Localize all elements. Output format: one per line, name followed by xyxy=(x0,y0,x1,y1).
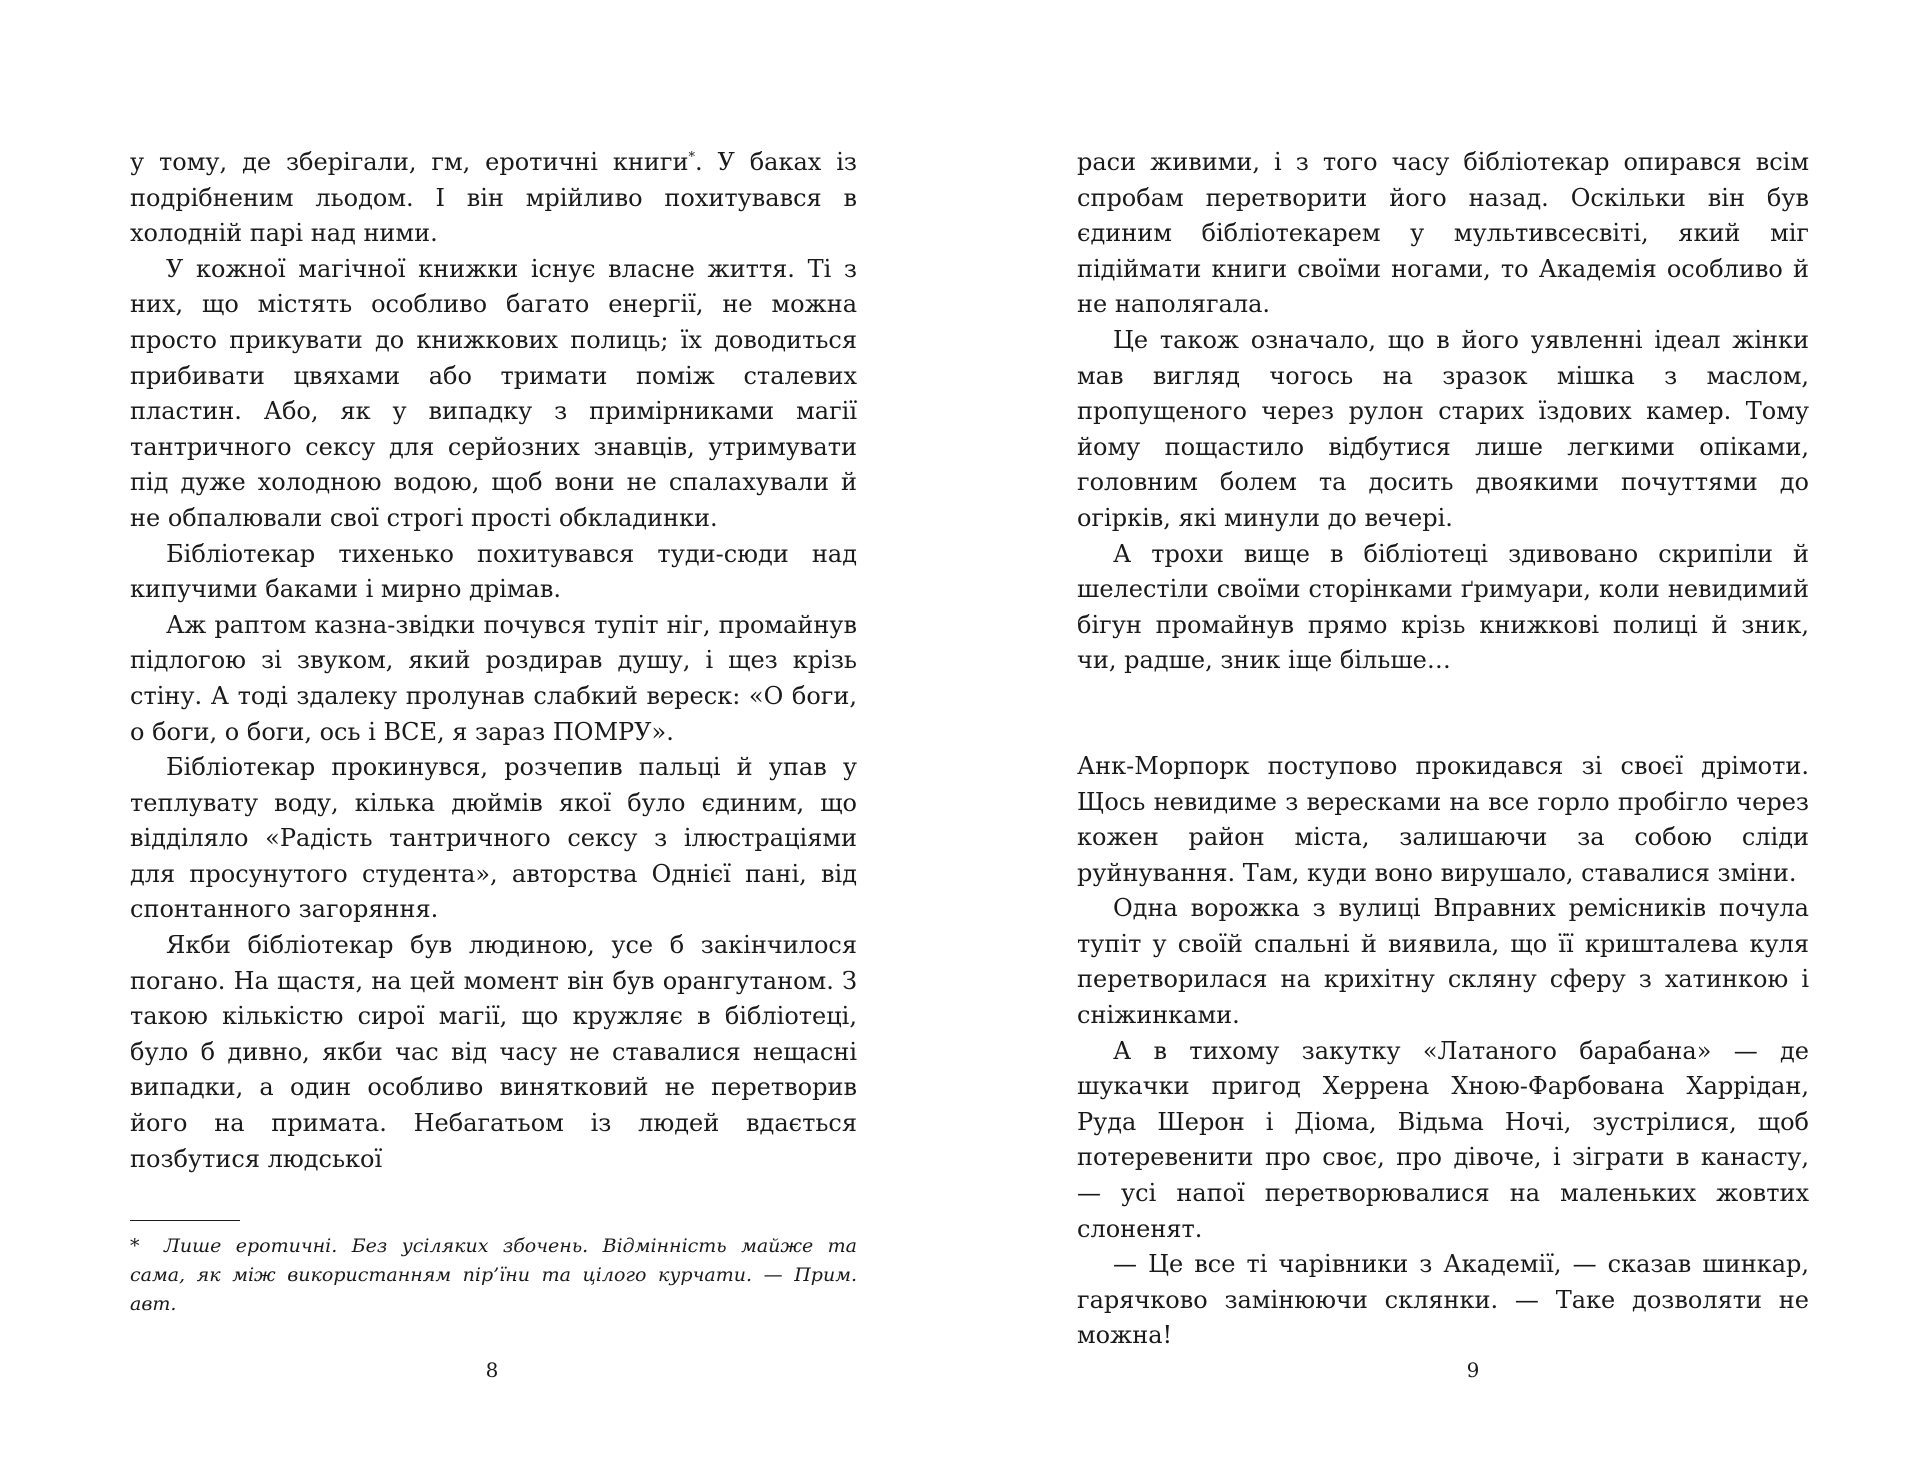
paragraph: у тому, де зберігали, гм, еротичні книги*. У баках із подрібненим льодом. І він мрійливо похитувався в холодній парі над ними. xyxy=(130,148,857,248)
paragraph: У кожної магічної книжки існує власне життя. Ті з них, що містять особливо багато енергії, не можна просто прикувати до книжкових полиць; їх доводиться прибивати цвяхами або тримати поміж сталевих пластин. Або, як у випадку з примірниками магії тантричного сексу для серйозних знавців, утримувати під дуже холодною водою, щоб вони не спалахували й не обпалювали свої строгі прості обкладинки. xyxy=(130,254,857,532)
paragraph: Аж раптом казна-звідки почувся тупіт ніг, промайнув підлогою зі звуком, який роздирав душу, і щез крізь стіну. А тоді здалеку пролунав слабкий вереск: «О боги, о боги, о боги, ось і ВСЕ, я зараз ПОМРУ». xyxy=(130,610,857,746)
paragraph: раси живими, і з того часу бібліотекар опирався всім спробам перетворити його назад. Оскільки він був єдиним бібліотекарем у мультивсесвіті, який міг підіймати книги своїми ногами, то Академія особливо й не наполягала. xyxy=(1077,148,1809,319)
right-page-body xyxy=(1077,145,1809,1354)
paragraph: Одна ворожка з вулиці Вправних ремісників почула тупіт у своїй спальні й виявила, що її кришталева куля перетворилася на крихітну скляну сферу з хатинкою і сніжинками. xyxy=(1077,894,1809,1030)
right-page xyxy=(960,0,1920,1477)
section-start-paragraph: Анк-Морпорк поступово прокидався зі своєї дрімоти. Щось невидиме з вересками на все горло пробігло через кожен район міста, залишаючи за собою сліди руйнування. Там, куди воно вирушало, ставалися зміни. xyxy=(1077,751,1809,887)
page-number-right: 9 xyxy=(1466,1358,1480,1382)
paragraph: Якби бібліотекар був людиною, усе б закінчилося погано. На щастя, на цей момент він був орангутаном. З такою кількістю сирої магії, що кружляє в бібліотеці, було б дивно, якби час від часу не ставалися нещасні випадки, а один особливо винятковий не перетворив його на примата. Небагатьом із людей вдається позбутися людської xyxy=(130,931,857,1173)
paragraph: Бібліотекар тихенько похитувався туди-сюди над кипучими баками і мирно дрімав. xyxy=(130,539,857,604)
page-number-left: 8 xyxy=(485,1358,499,1382)
paragraph: А трохи вище в бібліотеці здивовано скрипіли й шелестіли своїми сторінками ґримуари, коли невидимий бігун промайнув прямо крізь книжкові полиці й зник, чи, радше, зник іще більше… xyxy=(1077,539,1809,675)
footnote-marker: * xyxy=(130,1235,140,1257)
footnote xyxy=(130,1232,857,1319)
paragraph: Це також означало, що в його уявленні ідеал жінки мав вигляд чогось на зразок мішка з маслом, пропущеного через рулон старих їздових камер. Тому йому пощастило відбутися лише легкими опіками, головним болем та досить двоякими почуттями до огірків, які минули до вечері. xyxy=(1077,325,1809,532)
footnote-text: Лише еротичні. Без усіляких збочень. Відмінність майже та сама, як між використанням пір’їни та цілого курчати. — xyxy=(130,1235,857,1286)
paragraph: — Це все ті чарівники з Академії, — сказав шинкар, гарячково замінюючи склянки. — Таке дозволяти не можна! xyxy=(1077,1250,1809,1350)
footnote-reference[interactable]: * xyxy=(688,150,695,165)
paragraph: А в тихому закутку «Латаного барабана» — де шукачки пригод Херрена Хною-Фарбована Харрідан, Руда Шерон і Діома, Відьма Ночі, зустрілися, щоб потеревенити про своє, про дівоче, і зіграти в канасту, — усі напої перетворювалися на маленьких жовтих слоненят. xyxy=(1077,1036,1809,1243)
footnote-attribution: Прим. авт. xyxy=(130,1264,857,1315)
paragraph: Бібліотекар прокинувся, розчепив пальці й упав у теплувату воду, кілька дюймів якої було єдиним, що відділяло «Радість тантричного сексу з ілюстраціями для просунутого студента», авторства Однієї пані, від спонтанного загоряння. xyxy=(130,753,857,924)
footnote-divider xyxy=(130,1220,240,1221)
left-page-body xyxy=(130,145,857,1177)
